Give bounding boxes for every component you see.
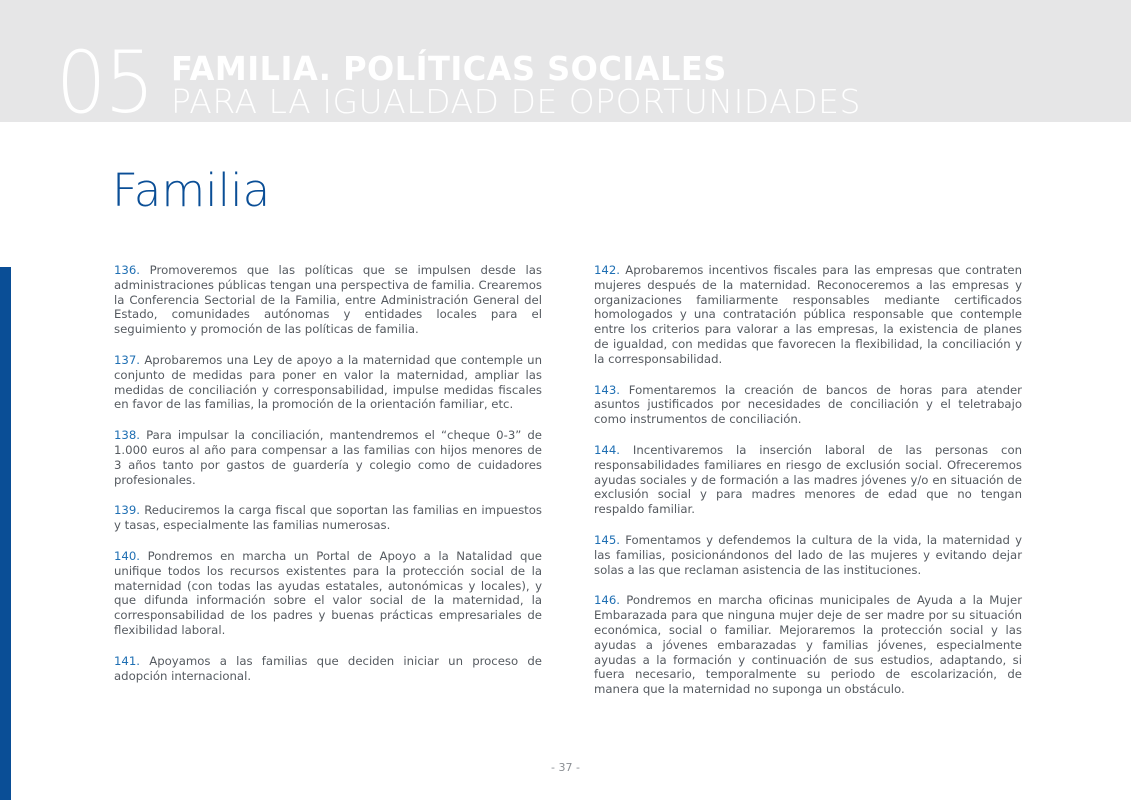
measure-paragraph [114,503,542,533]
measure-paragraph [594,593,1022,697]
section-title: Familia [112,164,271,217]
measure-text: Incentivaremos la inserción laboral de las personas con responsabilidades familiares en riesgo de exclusión social. Ofreceremos ayudas sociales y de formación a las madres jóvenes y/o en situación de exclusión social y para madres menores de edad que no tengan respaldo familiar. [594,442,1022,517]
page-number: - 37 - [551,761,580,774]
chapter-header-band [0,0,1131,133]
measure-number: 144. [594,442,621,457]
measure-paragraph [114,353,542,412]
measure-text: Aprobaremos una Ley de apoyo a la maternidad que contemple un conjunto de medidas para poner en valor la maternidad, ampliar las medidas de conciliación y corresponsabilidad, impulse medidas fiscales en favor de las familias, la promoción de la orientación familiar, etc. [114,352,542,412]
measure-text: Fomentaremos la creación de bancos de horas para atender asuntos justificados por necesidades de conciliación y el teletrabajo como instrumentos de conciliación. [594,382,1022,427]
left-column [114,263,542,699]
measure-number: 143. [594,382,621,397]
measure-paragraph [594,533,1022,577]
measure-paragraph [114,263,542,337]
measure-number: 138. [114,428,141,443]
chapter-number: 05 [56,33,154,133]
chapter-subtitle: PARA LA IGUALDAD DE OPORTUNIDADES [171,82,861,121]
right-column [594,263,1022,713]
measure-text: Reduciremos la carga fiscal que soportan las familias en impuestos y tasas, especialmente las familias numerosas. [114,503,542,533]
measure-paragraph [594,443,1022,517]
measure-paragraph [114,654,542,684]
measure-text: Fomentamos y defendemos la cultura de la vida, la maternidad y las familias, posicionándonos del lado de las mujeres y evitando dejar solas a las que reclaman asistencia de las instituciones. [594,532,1022,577]
measure-number: 142. [594,263,621,277]
measure-paragraph [594,263,1022,367]
measure-text: Pondremos en marcha oficinas municipales de Ayuda a la Mujer Embarazada para que ninguna mujer deje de ser madre por su situación económica, social o familiar. Mejoraremos la protección social y las ayudas a jóvenes embarazadas y familias jóvenes, especialmente ayudas a la formación y continuación de sus estudios, adaptando, si fuera necesario, temporalmente su periodo de escolarización, de manera que la maternidad no suponga un obstáculo. [594,593,1022,697]
measure-number: 145. [594,532,621,547]
measure-text: Promoveremos que las políticas que se impulsen desde las administraciones públicas tengan una perspectiva de familia. Crearemos la Conferencia Sectorial de la Familia, entre Administración General del Estado, comunidades autónomas y entidades locales para el seguimiento y promoción de las políticas de familia. [114,263,542,337]
measure-text: Apoyamos a las familias que deciden iniciar un proceso de adopción internacional. [114,653,542,683]
measure-paragraph [594,383,1022,427]
measure-number: 139. [114,503,141,518]
measure-number: 136. [114,263,141,277]
measure-paragraph [114,428,542,487]
measure-text: Aprobaremos incentivos fiscales para las empresas que contraten mujeres después de la maternidad. Reconoceremos a las empresas y organizaciones familiarmente responsables mediante certificados homologados y una contratación pública responsable que contemple entre los criterios para valorar a las empresas, la existencia de planes de igualdad, con medidas que favorecen la flexibilidad, la conciliación y la corresponsabilidad. [594,263,1022,366]
measure-paragraph [114,549,542,638]
measure-number: 140. [114,548,141,563]
measure-number: 146. [594,593,621,608]
measure-text: Pondremos en marcha un Portal de Apoyo a la Natalidad que unifique todos los recursos existentes para la protección social de la maternidad (con todas las ayudas estatales, autonómicas y locales), y que difunda información sobre el valor social de la maternidad, la corresponsabilidad de los padres y buenas prácticas empresariales de flexibilidad laboral. [114,548,542,637]
side-accent-bar [0,267,11,800]
measure-text: Para impulsar la conciliación, mantendremos el “cheque 0-3” de 1.000 euros al año para compensar a las familias con hijos menores de 3 años tanto por gastos de guardería y colegio como de cuidadores profesionales. [114,428,542,487]
measure-number: 137. [114,352,141,367]
chapter-title: FAMILIA. POLÍTICAS SOCIALES [171,49,727,88]
measure-number: 141. [114,653,141,668]
